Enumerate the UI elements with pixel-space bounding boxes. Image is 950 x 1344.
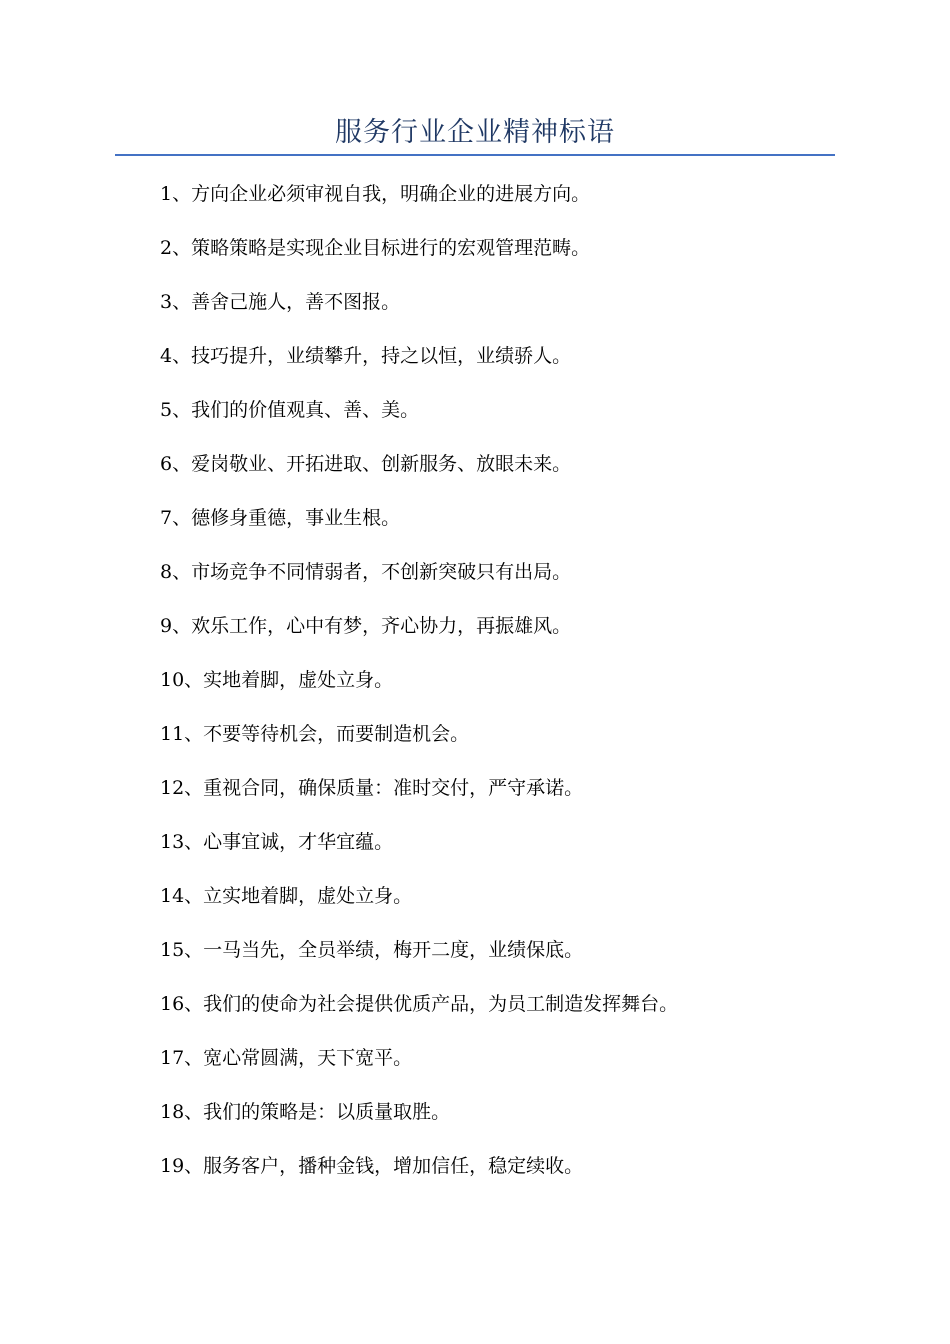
title-underline (115, 154, 835, 156)
document-title: 服务行业企业精神标语 (335, 117, 615, 148)
list-item: 2、策略策略是实现企业目标进行的宏观管理范畴。 (160, 237, 591, 259)
list-item: 17、宽心常圆满，天下宽平。 (160, 1047, 413, 1069)
slogan-list (160, 176, 678, 1202)
list-item: 7、德修身重德，事业生根。 (160, 507, 401, 529)
list-item: 12、重视合同，确保质量：准时交付，严守承诺。 (160, 777, 584, 799)
list-item: 9、欢乐工作，心中有梦，齐心协力，再振雄风。 (160, 615, 572, 637)
list-item: 14、立实地着脚，虚处立身。 (160, 885, 413, 907)
list-item: 8、市场竞争不同情弱者，不创新突破只有出局。 (160, 561, 572, 583)
list-item: 15、一马当先，全员举绩，梅开二度，业绩保底。 (160, 939, 584, 961)
list-item: 16、我们的使命为社会提供优质产品，为员工制造发挥舞台。 (160, 993, 679, 1015)
list-item: 19、服务客户，播种金钱，增加信任，稳定续收。 (160, 1155, 584, 1177)
list-item: 13、心事宜诚，才华宜蕴。 (160, 831, 394, 853)
list-item: 6、爱岗敬业、开拓进取、创新服务、放眼未来。 (160, 453, 572, 475)
list-item: 11、不要等待机会，而要制造机会。 (160, 723, 470, 745)
list-item: 1、方向企业必须审视自我，明确企业的进展方向。 (160, 183, 591, 205)
list-item: 18、我们的策略是：以质量取胜。 (160, 1101, 451, 1123)
list-item: 4、技巧提升，业绩攀升，持之以恒，业绩骄人。 (160, 345, 572, 367)
list-item: 3、善舍己施人，善不图报。 (160, 291, 401, 313)
list-item: 10、实地着脚，虚处立身。 (160, 669, 394, 691)
list-item: 5、我们的价值观真、善、美。 (160, 399, 420, 421)
